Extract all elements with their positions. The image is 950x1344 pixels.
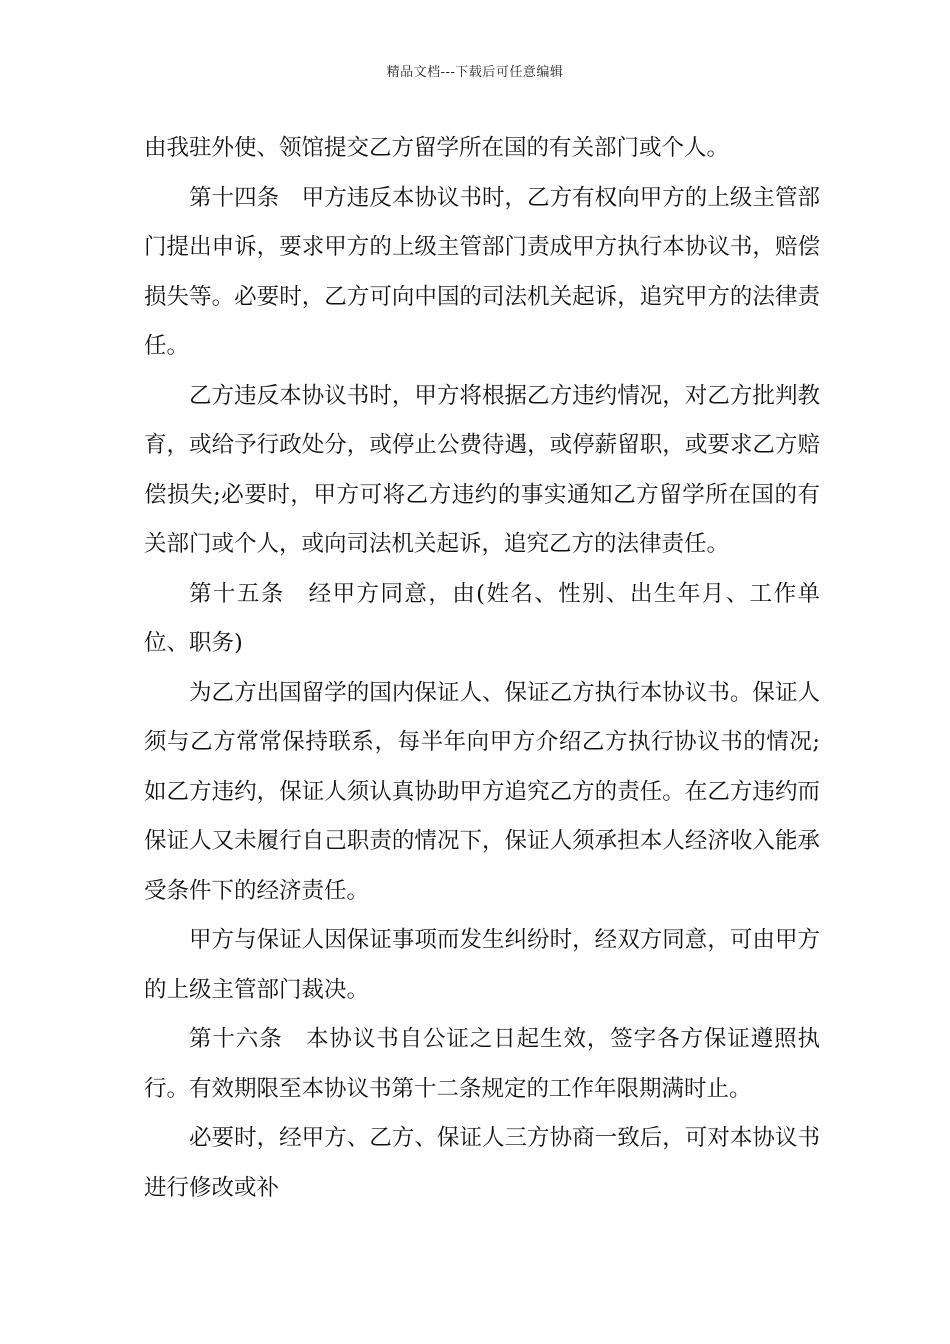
paragraph-2: 第十四条 甲方违反本协议书时，乙方有权向甲方的上级主管部门提出申诉，要求甲方的上级主管部门责成甲方执行本协议书，赔偿损失等。必要时，乙方可向中国的司法机关起诉，追究甲方的法律责任。 [144,184,820,359]
page-header: 精品文档---下载后可任意编辑 [386,65,564,80]
paragraph-6: 甲方与保证人因保证事项而发生纠纷时，经双方同意，可由甲方的上级主管部门裁决。 [144,927,820,1003]
document-body [144,124,820,1213]
paragraph-3: 乙方违反本协议书时，甲方将根据乙方违约情况，对乙方批判教育，或给予行政处分，或停止公费待遇，或停薪留职，或要求乙方赔偿损失;必要时，甲方可将乙方违约的事实通知乙方留学所在国的有关部门或个人，或向司法机关起诉，追究乙方的法律责任。 [144,382,820,557]
paragraph-5: 为乙方出国留学的国内保证人、保证乙方执行本协议书。保证人须与乙方常常保持联系，每半年向甲方介绍乙方执行协议书的情况;如乙方违约，保证人须认真协助甲方追究乙方的责任。在乙方违约而保证人又未履行自己职责的情况下，保证人须承担本人经济收入能承受条件下的经济责任。 [144,679,820,904]
paragraph-7: 第十六条 本协议书自公证之日起生效，签字各方保证遵照执行。有效期限至本协议书第十二条规定的工作年限期满时止。 [144,1026,820,1102]
paragraph-4: 第十五条 经甲方同意，由(姓名、性别、出生年月、工作单位、职务) [144,580,820,656]
paragraph-8: 必要时，经甲方、乙方、保证人三方协商一致后，可对本协议书进行修改或补 [144,1125,820,1201]
paragraph-1: 由我驻外使、领馆提交乙方留学所在国的有关部门或个人。 [144,135,730,161]
